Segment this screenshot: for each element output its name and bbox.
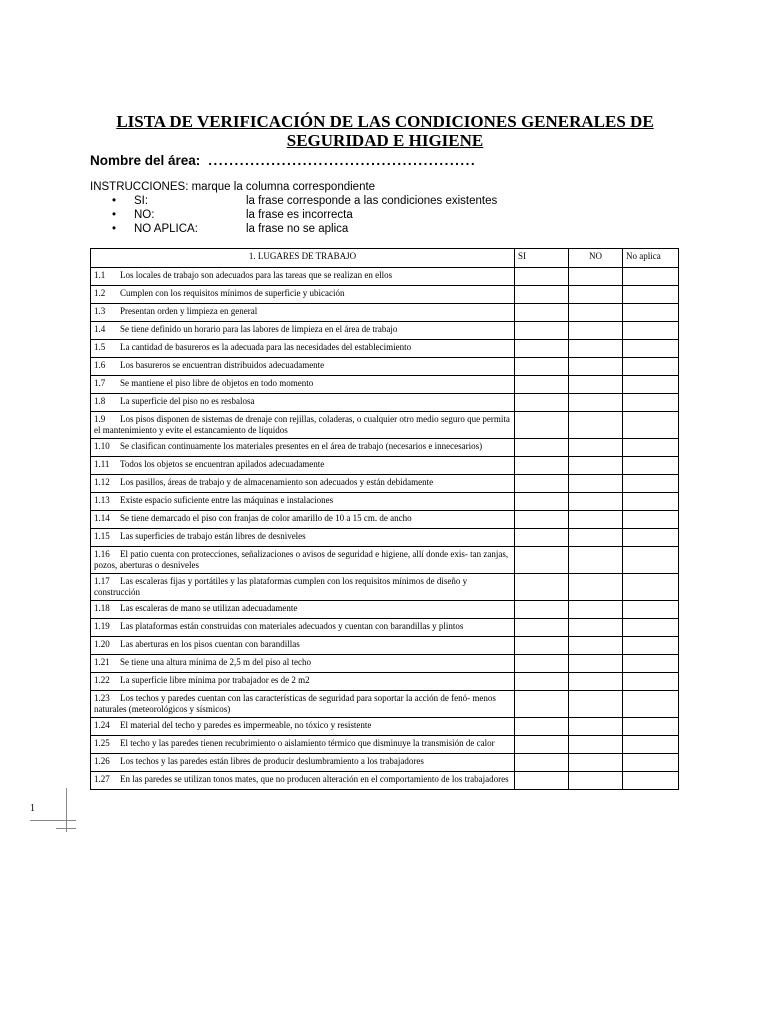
table-header-row xyxy=(91,249,679,268)
item-number: 1.18 xyxy=(94,603,110,613)
check-cell-no-aplica[interactable] xyxy=(623,655,679,673)
check-cell-no[interactable] xyxy=(569,322,623,340)
header-no: NO xyxy=(569,249,623,268)
check-cell-no[interactable] xyxy=(569,637,623,655)
item-cell xyxy=(91,772,515,790)
table-row xyxy=(91,619,679,637)
check-cell-no-aplica[interactable] xyxy=(623,754,679,772)
item-text: Se clasifican continuamente los materiales presentes en el área de trabajo (necesarios e innecesarios) xyxy=(120,441,483,451)
item-cell xyxy=(91,412,515,439)
check-cell-si[interactable] xyxy=(515,439,569,457)
option-no-aplica xyxy=(90,222,375,236)
check-cell-si[interactable] xyxy=(515,511,569,529)
bullet-icon: • xyxy=(112,223,117,235)
instructions-text: INSTRUCCIONES: marque la columna correspondiente xyxy=(90,181,376,193)
option-description: la frase no se aplica xyxy=(246,223,349,235)
item-cell xyxy=(91,376,515,394)
table-row xyxy=(91,691,679,718)
table-row xyxy=(91,772,679,790)
item-text: En las paredes se utilizan tonos mates, que no producen alteración en el comportamiento de los trabajadores xyxy=(120,774,509,784)
item-text: Se tiene una altura mínima de 2,5 m del piso al techo xyxy=(120,657,311,667)
item-text: Los basureros se encuentran distribuidos adecuadamente xyxy=(120,360,325,370)
area-name-blank: ................................................... xyxy=(208,153,477,168)
option-si xyxy=(90,194,498,208)
check-cell-no[interactable] xyxy=(569,754,623,772)
item-text: Presentan orden y limpieza en general xyxy=(120,306,258,316)
check-cell-no-aplica[interactable] xyxy=(623,511,679,529)
margin-mark xyxy=(66,788,67,832)
item-cell xyxy=(91,439,515,457)
item-cell xyxy=(91,286,515,304)
check-cell-si[interactable] xyxy=(515,754,569,772)
item-number: 1.17 xyxy=(94,576,110,586)
item-number: 1.2 xyxy=(94,288,106,298)
check-cell-si[interactable] xyxy=(515,637,569,655)
table-row xyxy=(91,475,679,493)
check-cell-no[interactable] xyxy=(569,547,623,574)
option-key: NO: xyxy=(134,209,155,221)
table-row xyxy=(91,376,679,394)
item-number: 1.4 xyxy=(94,324,106,334)
item-number: 1.6 xyxy=(94,360,106,370)
check-cell-no[interactable] xyxy=(569,457,623,475)
item-number: 1.24 xyxy=(94,720,110,730)
item-number: 1.16 xyxy=(94,549,110,559)
item-cell xyxy=(91,655,515,673)
check-cell-si[interactable] xyxy=(515,475,569,493)
bullet-icon: • xyxy=(112,195,117,207)
check-cell-no-aplica[interactable] xyxy=(623,376,679,394)
check-cell-no[interactable] xyxy=(569,268,623,286)
check-cell-no[interactable] xyxy=(569,574,623,601)
item-cell xyxy=(91,673,515,691)
check-cell-no[interactable] xyxy=(569,376,623,394)
check-cell-no-aplica[interactable] xyxy=(623,673,679,691)
item-number: 1.3 xyxy=(94,306,106,316)
header-section: 1. LUGARES DE TRABAJO xyxy=(91,249,515,268)
item-text: La cantidad de basureros es la adecuada para las necesidades del establecimiento xyxy=(120,342,412,352)
item-text: El patio cuenta con protecciones, señalizaciones o avisos de seguridad e higiene, allí donde exis- tan zanjas, pozos, aberturas o desniveles xyxy=(94,549,509,570)
item-text: La superficie libre mínima por trabajador es de 2 m2 xyxy=(120,675,310,685)
item-number: 1.27 xyxy=(94,774,110,784)
check-cell-no-aplica[interactable] xyxy=(623,340,679,358)
item-text: Se mantiene el piso libre de objetos en todo momento xyxy=(120,378,314,388)
item-text: Los pasillos, áreas de trabajo y de almacenamiento son adecuados y están debidamente xyxy=(120,477,434,487)
check-cell-no-aplica[interactable] xyxy=(623,529,679,547)
margin-mark xyxy=(56,828,76,829)
item-text: Los techos y las paredes están libres de producir deslumbramiento a los trabajadores xyxy=(120,756,424,766)
table-row xyxy=(91,394,679,412)
item-text: Las escaleras fijas y portátiles y las plataformas cumplen con los requisitos mínimos de diseño y construcción xyxy=(94,576,468,597)
item-number: 1.26 xyxy=(94,756,110,766)
check-cell-no[interactable] xyxy=(569,286,623,304)
table-row xyxy=(91,511,679,529)
option-description: la frase es incorrecta xyxy=(246,209,353,221)
check-cell-si[interactable] xyxy=(515,268,569,286)
item-text: Los pisos disponen de sistemas de drenaje con rejillas, coladeras, o cualquier otro medio seguro que permita el mantenimiento y evite el estancamiento de líquidos xyxy=(94,414,510,435)
check-cell-no-aplica[interactable] xyxy=(623,736,679,754)
table-row xyxy=(91,736,679,754)
item-cell xyxy=(91,493,515,511)
item-number: 1.14 xyxy=(94,513,110,523)
check-cell-no[interactable] xyxy=(569,511,623,529)
check-cell-no-aplica[interactable] xyxy=(623,457,679,475)
item-cell xyxy=(91,457,515,475)
table-row xyxy=(91,601,679,619)
bullet-icon: • xyxy=(112,209,117,221)
item-number: 1.25 xyxy=(94,738,110,748)
item-text: La superficie del piso no es resbalosa xyxy=(120,396,255,406)
table-row xyxy=(91,637,679,655)
check-cell-no-aplica[interactable] xyxy=(623,412,679,439)
item-number: 1.21 xyxy=(94,657,110,667)
item-text: Las escaleras de mano se utilizan adecuadamente xyxy=(120,603,298,613)
item-number: 1.15 xyxy=(94,531,110,541)
check-cell-no-aplica[interactable] xyxy=(623,601,679,619)
option-key: SI: xyxy=(134,195,149,207)
item-cell xyxy=(91,511,515,529)
item-cell xyxy=(91,358,515,376)
item-cell xyxy=(91,574,515,601)
table-row xyxy=(91,268,679,286)
check-cell-si[interactable] xyxy=(515,340,569,358)
table-row xyxy=(91,358,679,376)
check-cell-no[interactable] xyxy=(569,736,623,754)
item-cell xyxy=(91,736,515,754)
check-cell-no[interactable] xyxy=(569,691,623,718)
item-number: 1.13 xyxy=(94,495,110,505)
check-cell-no-aplica[interactable] xyxy=(623,439,679,457)
item-cell xyxy=(91,340,515,358)
check-cell-no-aplica[interactable] xyxy=(623,322,679,340)
item-text: Las aberturas en los pisos cuentan con barandillas xyxy=(120,639,300,649)
check-cell-no-aplica[interactable] xyxy=(623,574,679,601)
check-cell-si[interactable] xyxy=(515,304,569,322)
item-text: Cumplen con los requisitos mínimos de superficie y ubicación xyxy=(120,288,345,298)
table-row xyxy=(91,529,679,547)
item-number: 1.7 xyxy=(94,378,106,388)
check-cell-si[interactable] xyxy=(515,655,569,673)
option-key: NO APLICA: xyxy=(134,223,198,235)
item-text: Las plataformas están construidas con materiales adecuados y cuentan con barandillas y plintos xyxy=(120,621,464,631)
item-cell xyxy=(91,718,515,736)
item-text: Las superficies de trabajo están libres de desniveles xyxy=(120,531,306,541)
check-cell-si[interactable] xyxy=(515,376,569,394)
item-cell xyxy=(91,304,515,322)
check-cell-si[interactable] xyxy=(515,493,569,511)
area-name-label: Nombre del área: xyxy=(90,153,201,168)
item-text: Los techos y paredes cuentan con las características de seguridad para soportar la acción de fenó- menos naturales (meteorológicos y sísmicos) xyxy=(94,693,496,714)
check-cell-si[interactable] xyxy=(515,547,569,574)
item-text: Existe espacio suficiente entre las máquinas e instalaciones xyxy=(120,495,334,505)
table-row xyxy=(91,304,679,322)
check-cell-no[interactable] xyxy=(569,655,623,673)
checklist-table xyxy=(90,248,679,790)
item-text: El techo y las paredes tienen recubrimiento o aislamiento térmico que disminuye la transmisión de calor xyxy=(120,738,495,748)
item-cell xyxy=(91,394,515,412)
table-row xyxy=(91,412,679,439)
check-cell-si[interactable] xyxy=(515,574,569,601)
table-row xyxy=(91,286,679,304)
page-number: 1 xyxy=(30,803,35,814)
item-number: 1.20 xyxy=(94,639,110,649)
check-cell-no[interactable] xyxy=(569,601,623,619)
item-cell xyxy=(91,601,515,619)
check-cell-si[interactable] xyxy=(515,673,569,691)
item-number: 1.22 xyxy=(94,675,110,685)
item-number: 1.23 xyxy=(94,693,110,703)
check-cell-no-aplica[interactable] xyxy=(623,358,679,376)
item-cell xyxy=(91,619,515,637)
check-cell-si[interactable] xyxy=(515,412,569,439)
check-cell-no[interactable] xyxy=(569,493,623,511)
check-cell-no[interactable] xyxy=(569,439,623,457)
header-no-aplica: No aplica xyxy=(623,249,679,268)
table-row xyxy=(91,322,679,340)
check-cell-no-aplica[interactable] xyxy=(623,691,679,718)
table-row xyxy=(91,547,679,574)
document-title: LISTA DE VERIFICACIÓN DE LAS CONDICIONES GENERALES DE SEGURIDAD E HIGIENE xyxy=(116,112,654,150)
check-cell-no[interactable] xyxy=(569,529,623,547)
item-number: 1.1 xyxy=(94,270,106,280)
check-cell-no-aplica[interactable] xyxy=(623,772,679,790)
item-cell xyxy=(91,475,515,493)
header-si: SI xyxy=(515,249,569,268)
item-number: 1.5 xyxy=(94,342,106,352)
check-cell-si[interactable] xyxy=(515,601,569,619)
item-cell xyxy=(91,637,515,655)
table-row xyxy=(91,493,679,511)
item-text: Los locales de trabajo son adecuados para las tareas que se realizan en ellos xyxy=(120,270,393,280)
table-row xyxy=(91,574,679,601)
item-cell xyxy=(91,547,515,574)
item-text: Todos los objetos se encuentran apilados adecuadamente xyxy=(120,459,325,469)
item-cell xyxy=(91,529,515,547)
check-cell-no[interactable] xyxy=(569,772,623,790)
check-cell-si[interactable] xyxy=(515,529,569,547)
item-cell xyxy=(91,691,515,718)
check-cell-no[interactable] xyxy=(569,673,623,691)
check-cell-no[interactable] xyxy=(569,304,623,322)
check-cell-si[interactable] xyxy=(515,772,569,790)
item-number: 1.12 xyxy=(94,477,110,487)
option-no xyxy=(90,208,375,222)
area-name-line xyxy=(90,153,476,168)
item-cell xyxy=(91,322,515,340)
check-cell-si[interactable] xyxy=(515,286,569,304)
table-row xyxy=(91,754,679,772)
check-cell-no[interactable] xyxy=(569,340,623,358)
item-text: Se tiene demarcado el piso con franjas de color amarillo de 10 a 15 cm. de ancho xyxy=(120,513,412,523)
check-cell-no-aplica[interactable] xyxy=(623,637,679,655)
table-row xyxy=(91,655,679,673)
item-number: 1.19 xyxy=(94,621,110,631)
check-cell-no-aplica[interactable] xyxy=(623,304,679,322)
table-row xyxy=(91,673,679,691)
check-cell-no-aplica[interactable] xyxy=(623,619,679,637)
check-cell-no-aplica[interactable] xyxy=(623,493,679,511)
check-cell-si[interactable] xyxy=(515,457,569,475)
check-cell-si[interactable] xyxy=(515,322,569,340)
check-cell-no-aplica[interactable] xyxy=(623,286,679,304)
margin-mark xyxy=(30,820,76,821)
check-cell-no[interactable] xyxy=(569,718,623,736)
item-number: 1.10 xyxy=(94,441,110,451)
item-number: 1.11 xyxy=(94,459,110,469)
check-cell-no[interactable] xyxy=(569,358,623,376)
check-cell-no-aplica[interactable] xyxy=(623,547,679,574)
table-row xyxy=(91,340,679,358)
check-cell-si[interactable] xyxy=(515,718,569,736)
check-cell-no-aplica[interactable] xyxy=(623,718,679,736)
check-cell-si[interactable] xyxy=(515,358,569,376)
check-cell-no-aplica[interactable] xyxy=(623,475,679,493)
check-cell-no[interactable] xyxy=(569,412,623,439)
table-row xyxy=(91,457,679,475)
item-number: 1.8 xyxy=(94,396,106,406)
option-description: la frase corresponde a las condiciones existentes xyxy=(246,195,498,207)
instructions-block xyxy=(90,180,498,236)
item-number: 1.9 xyxy=(94,414,106,424)
check-cell-si[interactable] xyxy=(515,619,569,637)
table-row xyxy=(91,718,679,736)
check-cell-no[interactable] xyxy=(569,619,623,637)
check-cell-no-aplica[interactable] xyxy=(623,268,679,286)
item-cell xyxy=(91,754,515,772)
item-cell xyxy=(91,268,515,286)
check-cell-no[interactable] xyxy=(569,475,623,493)
item-text: Se tiene definido un horario para las labores de limpieza en el área de trabajo xyxy=(120,324,398,334)
table-row xyxy=(91,439,679,457)
check-cell-si[interactable] xyxy=(515,736,569,754)
check-cell-si[interactable] xyxy=(515,691,569,718)
check-cell-no[interactable] xyxy=(569,394,623,412)
item-text: El material del techo y paredes es impermeable, no tóxico y resistente xyxy=(120,720,372,730)
check-cell-si[interactable] xyxy=(515,394,569,412)
check-cell-no-aplica[interactable] xyxy=(623,394,679,412)
